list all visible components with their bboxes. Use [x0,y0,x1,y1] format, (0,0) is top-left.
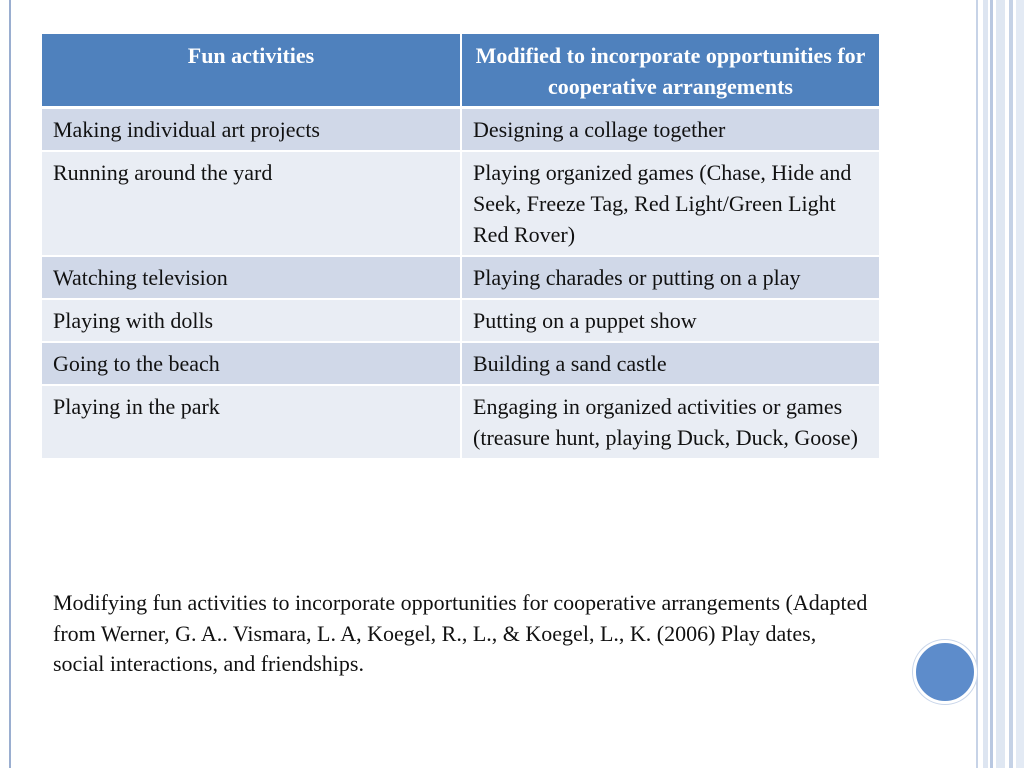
modified-activity-cell: Playing charades or putting on a play [461,256,879,299]
right-decor-stripe [1016,0,1024,768]
fun-activity-cell: Watching television [42,256,461,299]
header-row [42,34,879,108]
right-decor-stripe [976,0,978,768]
modified-activity-cell: Putting on a puppet show [461,299,879,342]
modified-activity-cell: Playing organized games (Chase, Hide and Seek, Freeze Tag, Red Light/Green Light Red Rover) [461,151,879,256]
table-row [42,299,879,342]
table-row [42,342,879,385]
modified-activity-cell: Building a sand castle [461,342,879,385]
table-row [42,108,879,152]
fun-activity-cell: Going to the beach [42,342,461,385]
header-fun-activities: Fun activities [42,34,461,108]
fun-activity-cell: Running around the yard [42,151,461,256]
modified-activity-cell: Engaging in organized activities or games (treasure hunt, playing Duck, Duck, Goose) [461,385,879,459]
right-decor-stripe [996,0,1005,768]
left-border-line [9,0,11,768]
fun-activity-cell: Playing in the park [42,385,461,459]
table-header [42,34,879,108]
modified-activity-cell: Designing a collage together [461,108,879,152]
right-decor-stripe [983,0,988,768]
header-modified-activities: Modified to incorporate opportunities for cooperative arrangements [461,34,879,108]
table-row [42,151,879,256]
activities-table [42,34,879,460]
table-caption: Modifying fun activities to incorporate opportunities for cooperative arrangements (Adapted from Werner, G. A.. Vismara, L. A, Koegel, R., L., & Koegel, L., K. (2006) Play dates, social interactions, and friendships. [53,590,868,676]
fun-activity-cell: Making individual art projects [42,108,461,152]
table-row [42,256,879,299]
right-decor-stripe [990,0,993,768]
table-row [42,385,879,459]
table-body [42,108,879,460]
right-decor-stripe [1009,0,1013,768]
decorative-circle [913,640,977,704]
fun-activity-cell: Playing with dolls [42,299,461,342]
